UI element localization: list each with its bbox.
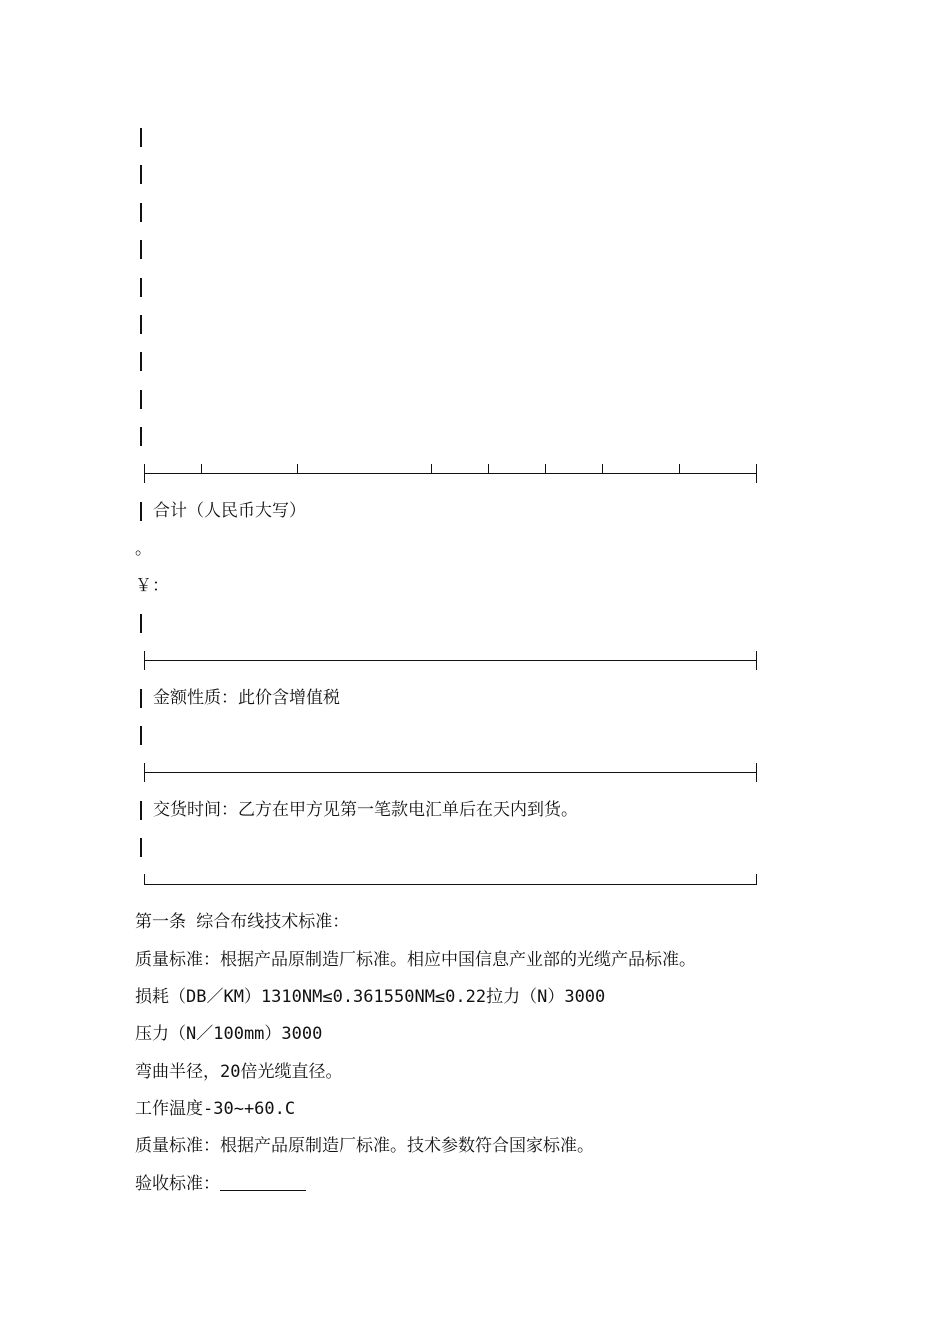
column-tick <box>602 464 603 473</box>
column-tick <box>144 464 145 483</box>
article1-heading: 第一条 综合布线技术标准： <box>135 912 350 932</box>
table-left-border <box>140 165 142 184</box>
column-tick <box>756 763 757 782</box>
column-tick <box>144 763 145 782</box>
column-tick <box>297 464 298 473</box>
column-tick <box>201 464 202 473</box>
table-left-border <box>140 689 142 708</box>
table-corner <box>756 874 757 885</box>
pressure-spec: 压力（N／100mm）3000 <box>135 1024 323 1044</box>
table-left-border <box>140 801 142 820</box>
bend-radius-spec: 弯曲半径，20倍光缆直径。 <box>135 1062 343 1082</box>
table-bottom-border <box>145 884 757 885</box>
table-left-border <box>140 726 142 745</box>
table-left-border <box>140 614 142 633</box>
table-corner <box>144 874 145 885</box>
column-tick <box>431 464 432 473</box>
table-left-border <box>140 240 142 259</box>
loss-spec: 损耗（DB／KM）1310NM≤0.361550NM≤0.22拉力（N）3000 <box>135 987 606 1007</box>
table-left-border <box>140 352 142 371</box>
table-left-border <box>140 315 142 334</box>
quality-standard-1: 质量标准：根据产品原制造厂标准。相应中国信息产业部的光缆产品标准。 <box>135 950 696 970</box>
table-left-border <box>140 502 142 521</box>
table-left-border <box>140 838 142 857</box>
yen-label: ￥： <box>135 576 169 596</box>
column-tick <box>756 464 757 483</box>
period-mark: 。 <box>135 539 152 559</box>
table-row-divider <box>145 772 757 773</box>
acceptance-label: 验收标准： <box>135 1174 220 1194</box>
table-row-divider <box>145 660 757 661</box>
column-tick <box>756 651 757 670</box>
quality-standard-2: 质量标准：根据产品原制造厂标准。技术参数符合国家标准。 <box>135 1136 594 1156</box>
column-tick <box>144 651 145 670</box>
temperature-spec: 工作温度-30~+60.C <box>135 1099 296 1119</box>
acceptance-standard <box>135 1174 306 1194</box>
column-tick <box>545 464 546 473</box>
total-label: 合计（人民币大写） <box>153 501 306 521</box>
table-left-border <box>140 203 142 222</box>
delivery-time: 交货时间：乙方在甲方见第一笔款电汇单后在天内到货。 <box>153 800 578 820</box>
table-left-border <box>140 427 142 446</box>
table-left-border <box>140 390 142 409</box>
acceptance-blank <box>220 1174 306 1191</box>
amount-nature: 金额性质：此价含增值税 <box>153 688 340 708</box>
column-tick <box>488 464 489 473</box>
table-left-border <box>140 128 142 147</box>
table-left-border <box>140 278 142 297</box>
table-row-divider <box>145 473 757 474</box>
column-tick <box>679 464 680 473</box>
